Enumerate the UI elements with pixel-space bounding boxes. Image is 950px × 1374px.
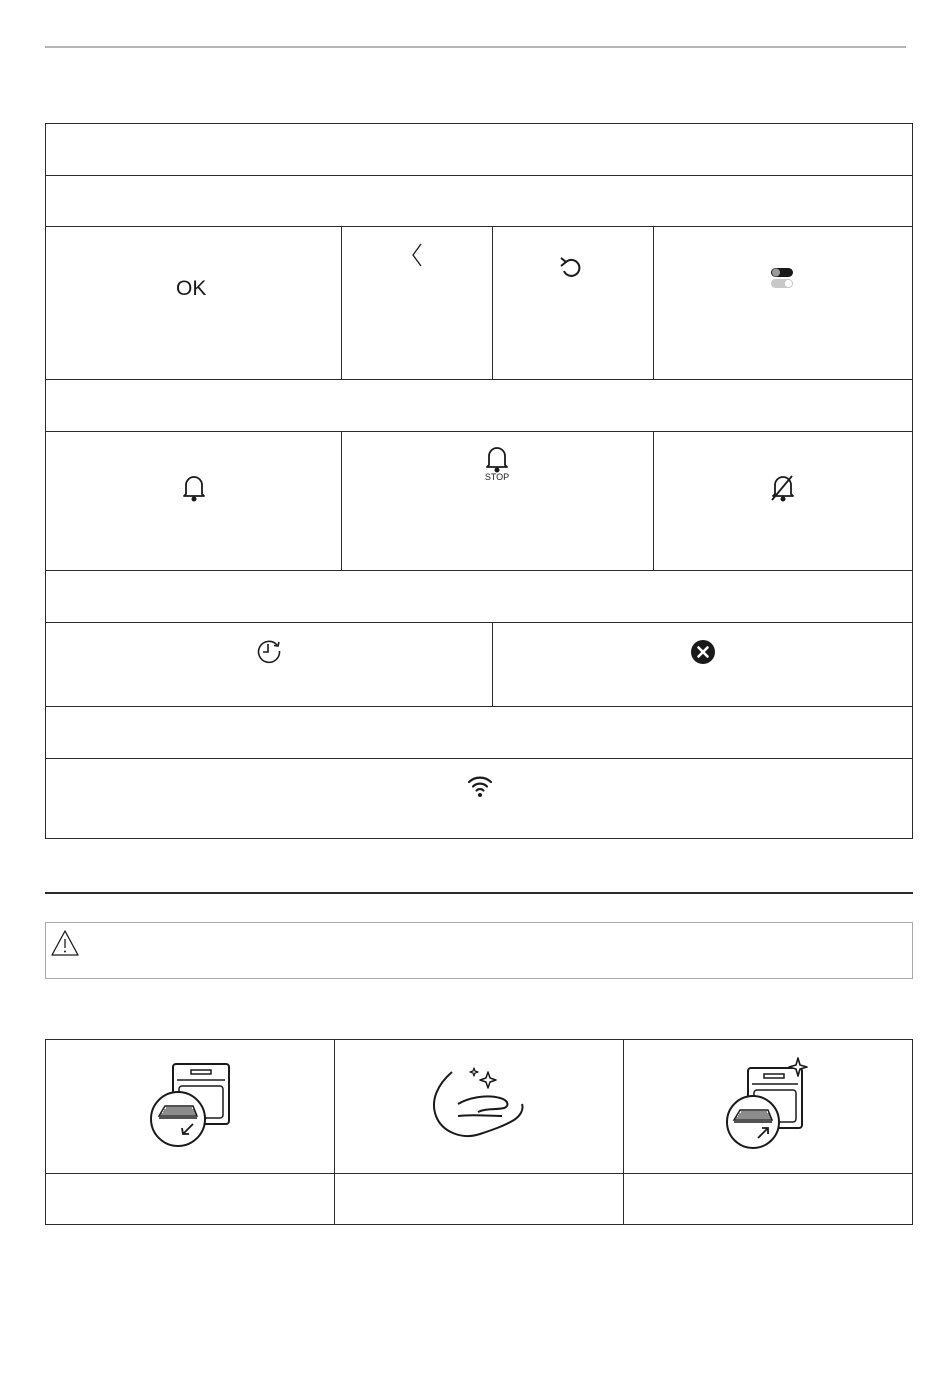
remove-rack-icon bbox=[145, 1058, 237, 1150]
bell-icon bbox=[181, 474, 207, 502]
wifi-icon bbox=[466, 774, 494, 798]
undo-arrow-icon bbox=[558, 254, 584, 280]
bell-off-icon bbox=[770, 474, 796, 502]
column-divider bbox=[653, 431, 654, 570]
column-divider bbox=[334, 1040, 335, 1224]
wipe-clean-icon bbox=[428, 1060, 528, 1148]
column-divider bbox=[623, 1040, 624, 1224]
row-divider bbox=[46, 175, 912, 176]
row-divider bbox=[46, 431, 912, 432]
column-divider bbox=[341, 226, 342, 379]
column-divider bbox=[492, 226, 493, 379]
delayed-start-icon bbox=[255, 637, 283, 665]
insert-rack-clean-icon bbox=[722, 1054, 818, 1152]
column-divider bbox=[341, 431, 342, 570]
warning-box bbox=[45, 922, 913, 979]
row-divider bbox=[46, 758, 912, 759]
column-divider bbox=[653, 226, 654, 379]
bell-stop-icon bbox=[484, 445, 510, 473]
section-divider bbox=[45, 892, 913, 894]
row-divider bbox=[46, 1173, 912, 1174]
row-divider bbox=[46, 570, 912, 571]
warning-triangle-icon bbox=[50, 929, 80, 957]
column-divider bbox=[492, 622, 493, 706]
bell-stop-label: STOP bbox=[484, 472, 510, 482]
toggle-switches-icon bbox=[770, 266, 796, 292]
row-divider bbox=[46, 379, 912, 380]
row-divider bbox=[46, 706, 912, 707]
back-chevron-icon bbox=[409, 242, 425, 268]
top-divider bbox=[45, 46, 906, 48]
row-divider bbox=[46, 622, 912, 623]
cancel-circle-icon bbox=[690, 639, 716, 665]
ok-text-icon: OK bbox=[176, 277, 207, 300]
row-divider bbox=[46, 226, 912, 227]
